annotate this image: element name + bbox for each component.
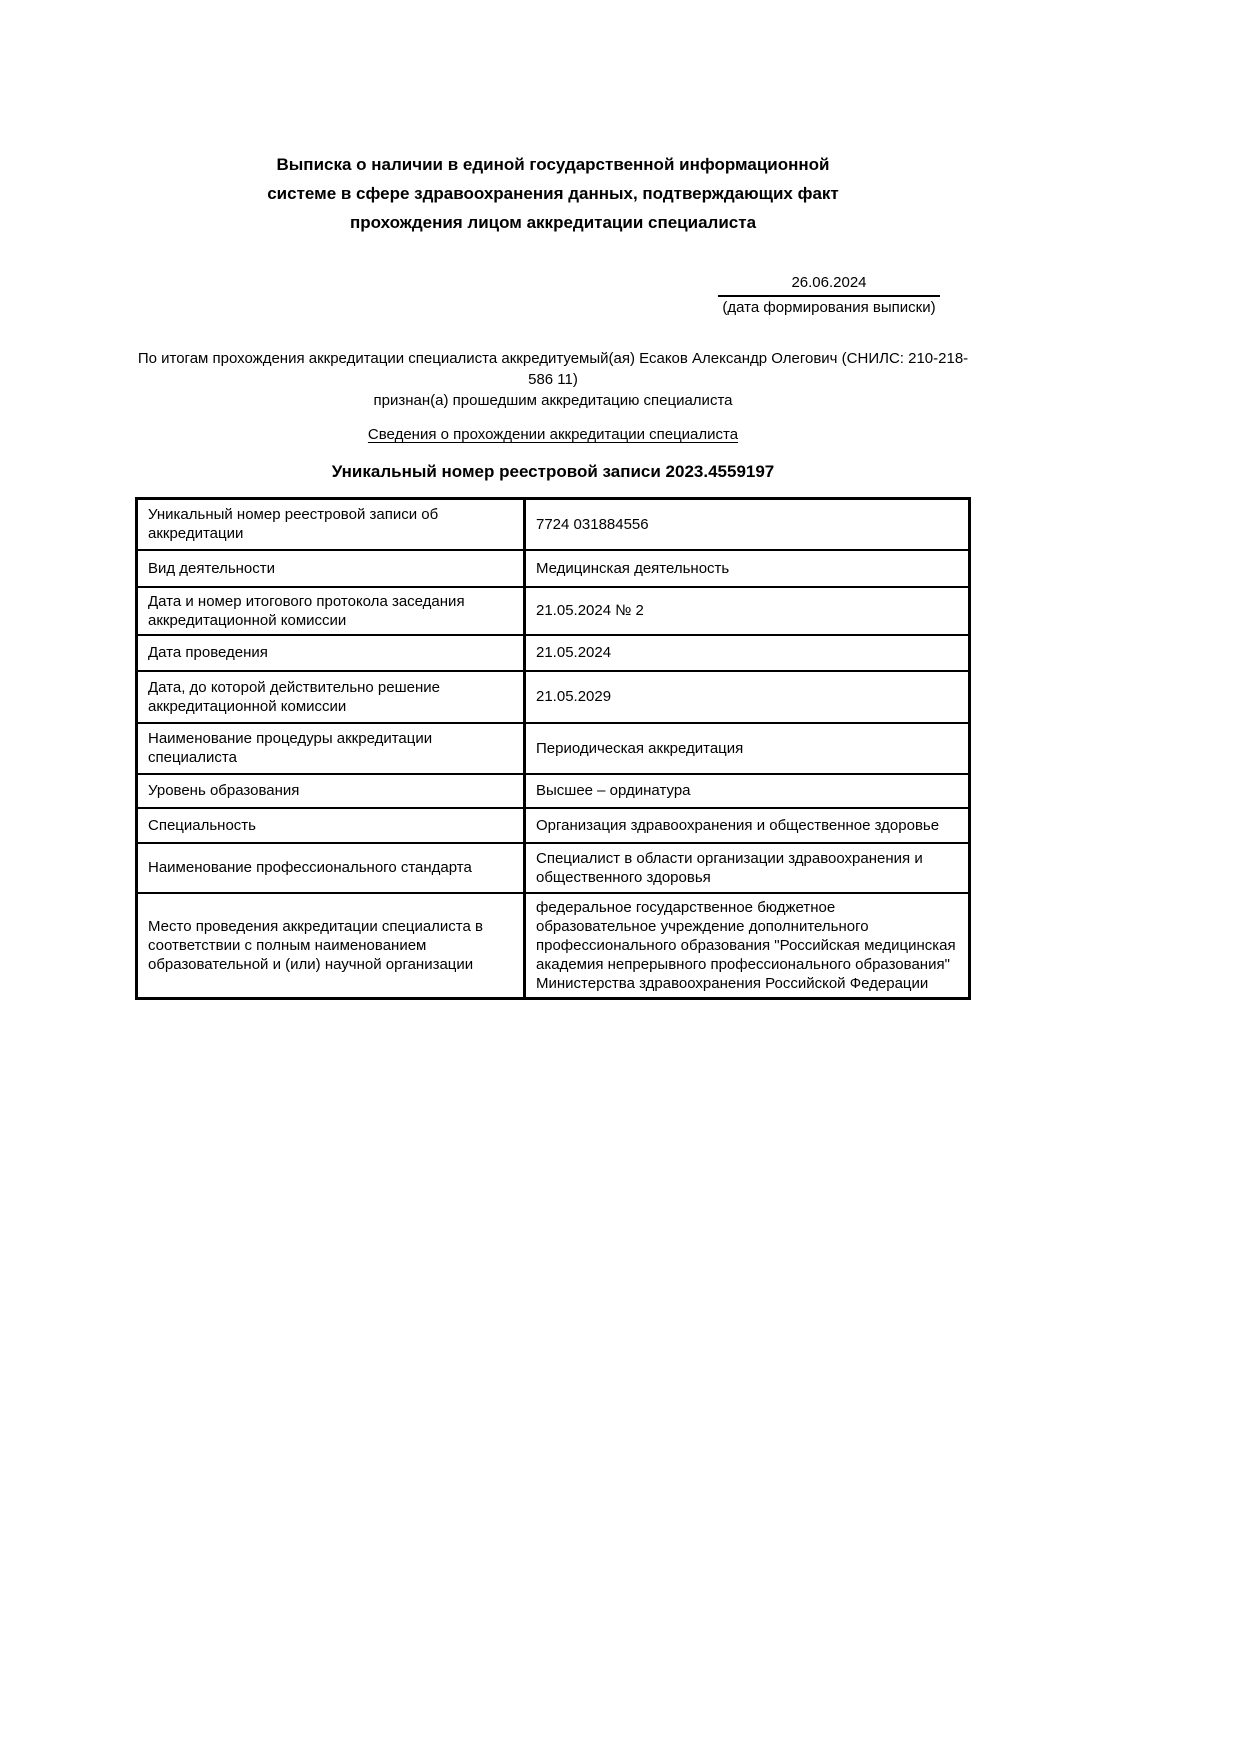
row-value: Высшее – ординатура (525, 774, 970, 808)
registry-record-subtitle: Уникальный номер реестровой записи 2023.4559197 (331, 462, 775, 481)
accreditation-table (135, 497, 971, 1000)
table-row (137, 550, 970, 587)
table-row (137, 635, 970, 671)
issue-date-caption: (дата формирования выписки) (722, 299, 936, 316)
row-label: Дата и номер итогового протокола заседания аккредитационной комиссии (137, 587, 525, 635)
intro-paragraph (135, 348, 971, 411)
row-value: Периодическая аккредитация (525, 723, 970, 774)
row-value: 21.05.2024 (525, 635, 970, 671)
row-label: Уникальный номер реестровой записи об аккредитации (137, 499, 525, 550)
document-title (135, 150, 971, 237)
table-row (137, 774, 970, 808)
section-header (135, 426, 971, 443)
row-label: Специальность (137, 808, 525, 843)
row-value: 21.05.2029 (525, 671, 970, 723)
document-title-line-3: прохождения лицом аккредитации специалиста (349, 213, 757, 232)
row-label: Уровень образования (137, 774, 525, 808)
table-row (137, 843, 970, 893)
row-label: Вид деятельности (137, 550, 525, 587)
section-header-text: Сведения о прохождении аккредитации специалиста (367, 426, 739, 443)
row-value: Специалист в области организации здравоохранения и общественного здоровья (525, 843, 970, 893)
issue-date-value: 26.06.2024 (718, 273, 940, 297)
issue-date-block (718, 273, 940, 318)
row-value: Медицинская деятельность (525, 550, 970, 587)
row-label: Дата, до которой действительно решение аккредитационной комиссии (137, 671, 525, 723)
intro-line-1: По итогам прохождения аккредитации специалиста аккредитуемый(ая) Есаков Александр Олегович (СНИЛС: 210-218-586 11) (137, 350, 969, 388)
row-value: 7724 031884556 (525, 499, 970, 550)
table-row (137, 671, 970, 723)
table-row (137, 499, 970, 550)
table-row (137, 723, 970, 774)
table-row (137, 893, 970, 999)
document-title-line-2: системе в сфере здравоохранения данных, подтверждающих факт (267, 184, 839, 203)
row-label: Дата проведения (137, 635, 525, 671)
table-row (137, 808, 970, 843)
row-label: Наименование профессионального стандарта (137, 843, 525, 893)
row-value: Организация здравоохранения и общественное здоровье (525, 808, 970, 843)
document-title-line-1: Выписка о наличии в единой государственной информационной (276, 155, 830, 174)
intro-line-2: признан(а) прошедшим аккредитацию специалиста (373, 392, 733, 409)
row-value: федеральное государственное бюджетное образовательное учреждение дополнительного профессионального образования "Российская медицинская академия непрерывного профессионального образования" Министерства здравоохранения Российской Федерации (525, 893, 970, 999)
table-row (137, 587, 970, 635)
row-value: 21.05.2024 № 2 (525, 587, 970, 635)
row-label: Место проведения аккредитации специалиста в соответствии с полным наименованием образовательной и (или) научной организации (137, 893, 525, 999)
row-label: Наименование процедуры аккредитации специалиста (137, 723, 525, 774)
